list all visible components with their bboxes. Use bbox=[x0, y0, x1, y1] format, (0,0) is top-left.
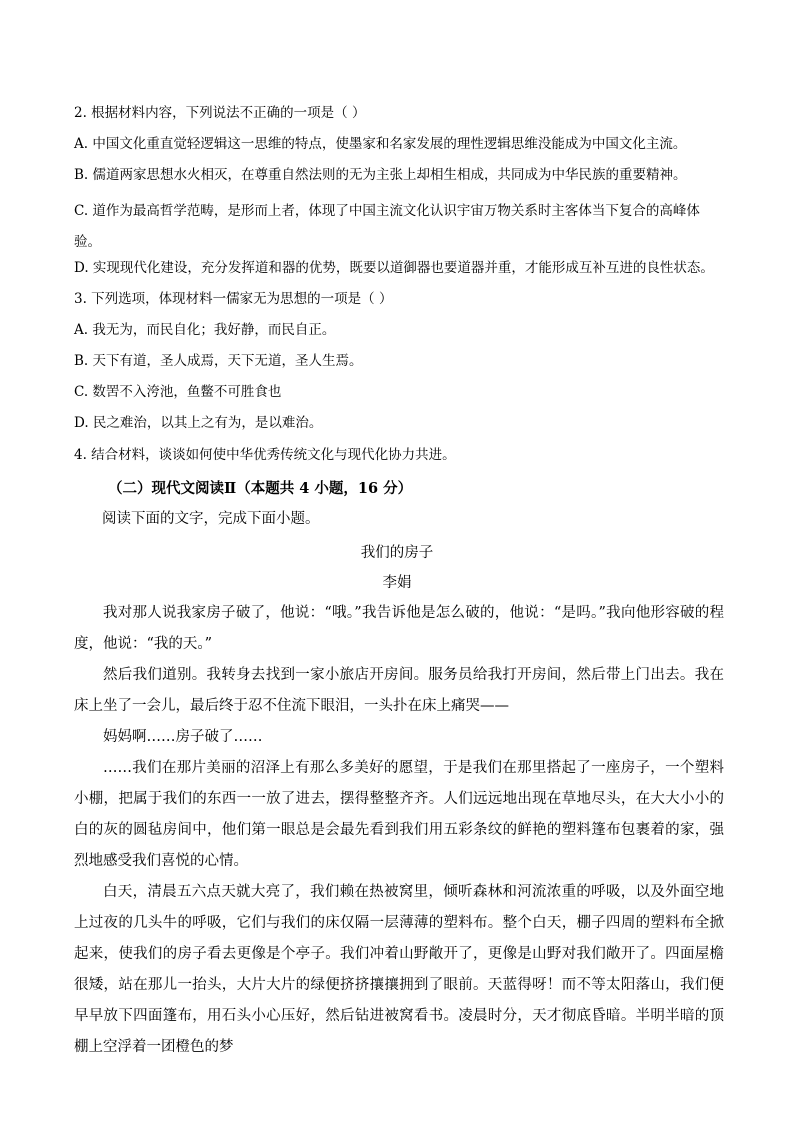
article-paragraph-1: 我对那人说我家房子破了，他说：“哦。”我告诉他是怎么破的，他说：“是吗。”我向他形容破的程度，他说：“我的天。” bbox=[74, 605, 724, 652]
article-paragraph-5: 白天，清晨五六点天就大亮了，我们赖在热被窝里，倾听森林和河流浓重的呼吸，以及外面空地上过夜的几头牛的呼吸，它们与我们的床仅隔一层薄薄的塑料布。整个白天，棚子四周的塑料布全掀起来，使我们的房子看去更像是个亭子。我们冲着山野敞开了，更像是山野对我们敞开了。四面屋檐很矮，站在那儿一抬头，大片大片的绿便挤挤攘攘拥到了眼前。天蓝得呀！而不等太阳落山，我们便早早放下四面篷布，用石头小心压好，然后钻进被窝看书。凌晨时分，天才彻底昏暗。半明半暗的顶棚上空浮着一团橙色的梦 bbox=[74, 884, 724, 1055]
article-paragraph-2: 然后我们道别。我转身去找到一家小旅店开房间。服务员给我打开房间，然后带上门出去。我在床上坐了一会儿，最后终于忍不住流下眼泪，一头扑在床上痛哭—— bbox=[74, 667, 724, 714]
question-2-stem: 2. 根据材料内容，下列说法不正确的一项是（ ） bbox=[74, 105, 366, 121]
question-4: 4. 结合材料，谈谈如何使中华优秀传统文化与现代化协力共进。 bbox=[74, 447, 456, 463]
question-2-option-b: B. 儒道两家思想水火相灭，在尊重自然法则的无为主张上却相生相成，共同成为中华民族的重要精神。 bbox=[74, 167, 687, 183]
question-3-stem: 3. 下列选项，体现材料一儒家无为思想的一项是（ ） bbox=[74, 291, 393, 307]
section-heading: （二）现代文阅读Ⅱ（本题共 4 小题，16 分） bbox=[108, 480, 413, 497]
question-2-option-c: C. 道作为最高哲学范畴，是形而上者，体现了中国主流文化认识宇宙万物关系时主客体当下复合的高峰体验。 bbox=[74, 203, 700, 250]
article-paragraph-4: ……我们在那片美丽的沼泽上有那么多美好的愿望，于是我们在那里搭起了一座房子，一个塑料小棚，把属于我们的东西一一放了进去，摆得整整齐齐。人们远远地出现在草地尽头，在大大小小的白的灰的圆毡房间中，他们第一眼总是会最先看到我们用五彩条纹的鲜艳的塑料篷布包裹着的家，强烈地感受我们喜悦的心情。 bbox=[74, 760, 724, 869]
question-3-option-d: D. 民之难治，以其上之有为，是以难治。 bbox=[74, 415, 323, 431]
section-instruction: 阅读下面的文字，完成下面小题。 bbox=[102, 511, 320, 527]
question-3-option-a: A. 我无为，而民自化；我好静，而民自正。 bbox=[74, 322, 336, 338]
article-author: 李娟 bbox=[382, 575, 412, 591]
article-paragraph-3: 妈妈啊……房子破了…… bbox=[103, 729, 263, 745]
question-3-option-b: B. 天下有道，圣人成焉，天下无道，圣人生焉。 bbox=[74, 353, 363, 369]
question-3-option-c: C. 数罟不入洿池，鱼鳖不可胜食也 bbox=[74, 384, 282, 400]
question-2-option-a: A. 中国文化重直觉轻逻辑这一思维的特点，使墨家和名家发展的理性逻辑思维没能成为中国文化主流。 bbox=[74, 136, 687, 152]
question-2-option-d: D. 实现现代化建设，充分发挥道和器的优势，既要以道御器也要道器并重，才能形成互补互进的良性状态。 bbox=[74, 260, 714, 276]
article-title: 我们的房子 bbox=[360, 545, 434, 561]
